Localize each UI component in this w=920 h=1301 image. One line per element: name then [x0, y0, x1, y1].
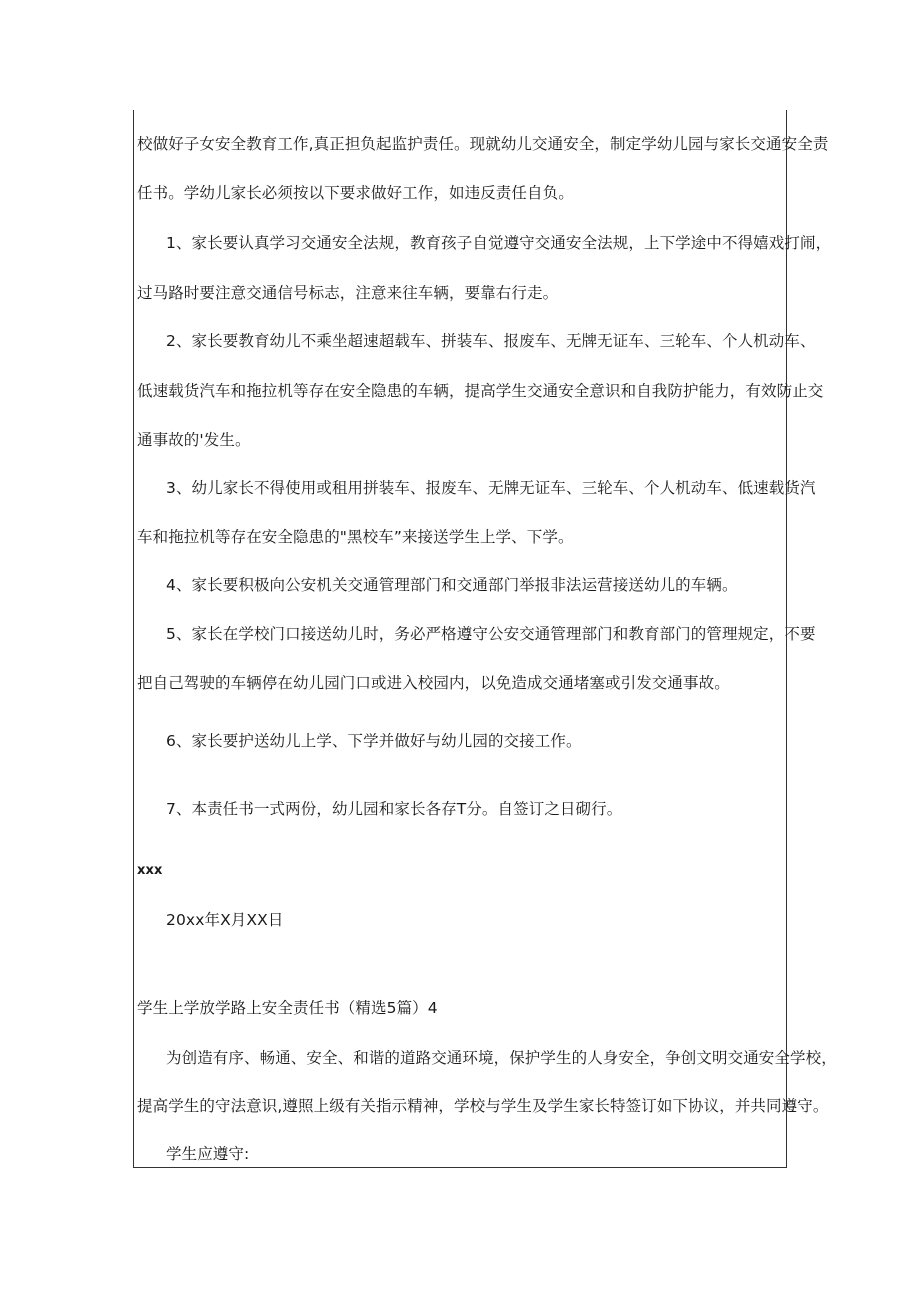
student-rules-heading: 学生应遵守:: [166, 1145, 250, 1163]
rule-5-line-1: 5、家长在学校门口接送幼儿时，务必严格遵守公安交通管理部门和教育部门的管理规定，不要: [166, 625, 816, 643]
rule-1-line-1: 1、家长要认真学习交通安全法规，教育孩子自觉遵守交通安全法规，上下学途中不得嬉戏打闹，: [166, 234, 832, 252]
signatory: xxx: [137, 863, 163, 878]
rule-4-line: 4、家长要积极向公安机关交通管理部门和交通部门举报非法运营接送幼儿的车辆。: [166, 576, 738, 594]
rule-6-line: 6、家长要护送幼儿上学、下学并做好与幼儿园的交接工作。: [166, 732, 582, 750]
rule-2-line-2: 低速载货汽车和拖拉机等存在安全隐患的车辆，提高学生交通安全意识和自我防护能力，有效防止交: [137, 382, 824, 400]
rule-7-line: 7、本责任书一式两份，幼儿园和家长各存T分。自签订之日砌行。: [166, 800, 623, 818]
date-line: 20xx年X月XX日: [166, 911, 284, 929]
rule-5-line-2: 把自己驾驶的车辆停在幼儿园门口或进入校园内，以免造成交通堵塞或引发交通事故。: [137, 674, 730, 692]
rule-3-line-2: 车和拖拉机等存在安全隐患的"黑校车”来接送学生上学、下学。: [137, 528, 574, 546]
rule-2-line-3: 通事故的'发生。: [137, 431, 251, 449]
paragraph-line: 校做好子女安全教育工作,真正担负起监护责任。现就幼儿交通安全，制定学幼儿园与家长交通安全责: [137, 135, 829, 153]
section-title: 学生上学放学路上安全责任书（精选5篇）4: [137, 999, 438, 1017]
rule-2-line-1: 2、家长要教育幼儿不乘坐超速超载车、拼装车、报废车、无牌无证车、三轮车、个人机动车、: [166, 332, 816, 350]
intro-line-2: 提高学生的守法意识,遵照上级有关指示精神，学校与学生及学生家长特签订如下协议，并共同遵守。: [137, 1097, 829, 1115]
paragraph-line: 任书。学幼儿家长必须按以下要求做好工作，如违反责任自负。: [137, 184, 574, 202]
intro-line-1: 为创造有序、畅通、安全、和谐的道路交通环境，保护学生的人身安全，争创文明交通安全学校，: [166, 1049, 837, 1067]
rule-1-line-2: 过马路时要注意交通信号标志，注意来往车辆，要靠右行走。: [137, 284, 559, 302]
rule-3-line-1: 3、幼儿家长不得使用或租用拼装车、报废车、无牌无证车、三轮车、个人机动车、低速载货汽: [166, 479, 816, 497]
